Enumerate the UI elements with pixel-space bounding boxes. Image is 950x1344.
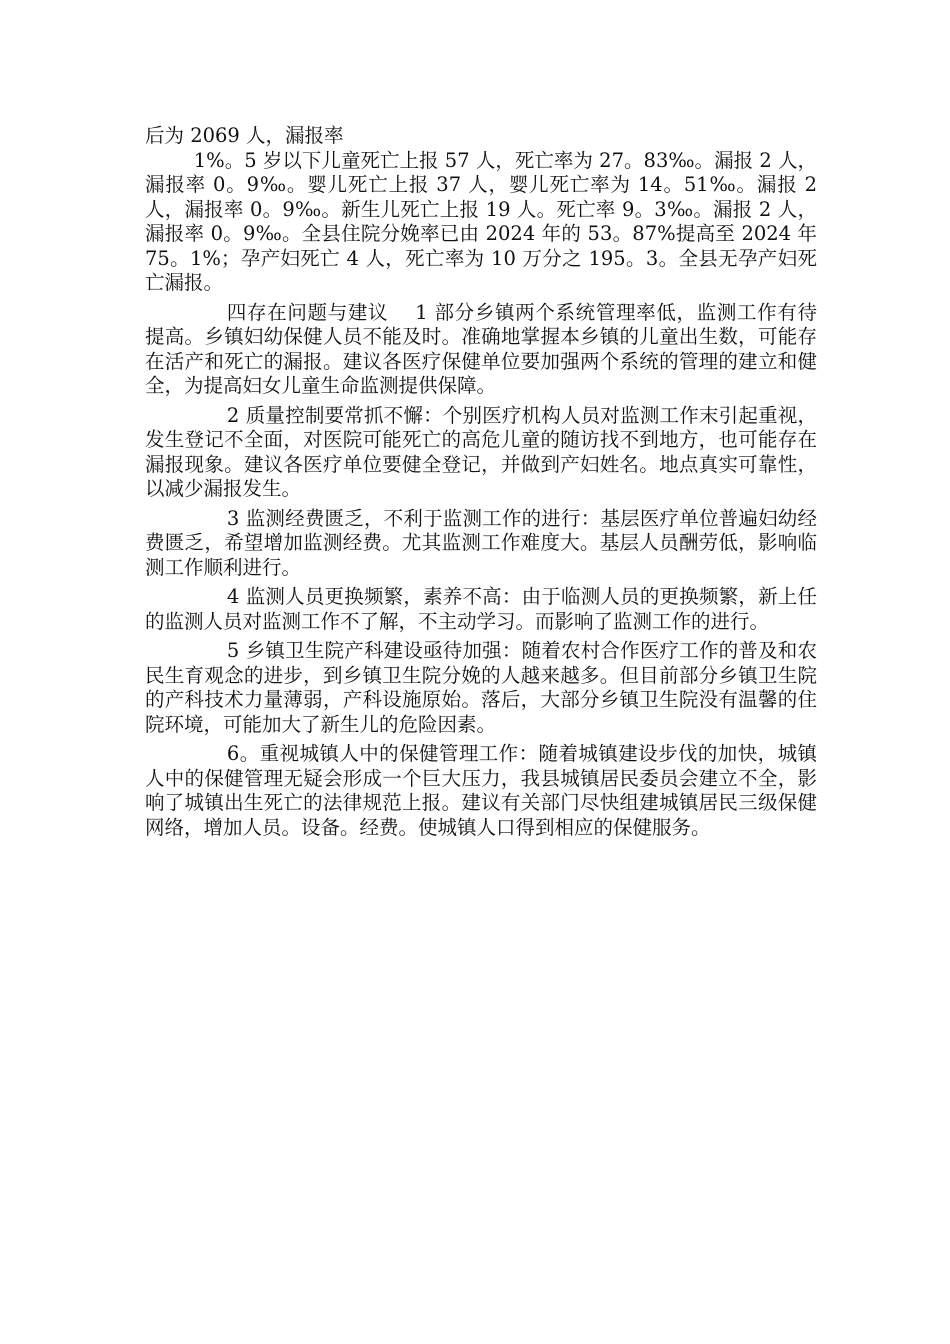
document-body xyxy=(145,124,817,840)
paragraph-continuation: 后为 2069 人，漏报率 xyxy=(145,124,344,147)
paragraph-problems-5: 5 乡镇卫生院产科建设亟待加强：随着农村合作医疗工作的普及和农民生育观念的进步，到乡镇卫生院分娩的人越来越多。但目前部分乡镇卫生院的产科技术力量薄弱，产科设施原始。落后，大部分乡镇卫生院没有温馨的住院环境，可能加大了新生儿的危险因素。 xyxy=(145,639,817,736)
paragraph-problems-6: 6。重视城镇人中的保健管理工作：随着城镇建设步伐的加快，城镇人中的保健管理无疑会形成一个巨大压力，我县城镇居民委员会建立不全，影响了城镇出生死亡的法律规范上报。建议有关部门尽快组建城镇居民三级保健网络，增加人员。设备。经费。使城镇人口得到相应的保健服务。 xyxy=(145,742,817,839)
paragraph-statistics: 1%。5 岁以下儿童死亡上报 57 人，死亡率为 27。83‰。漏报 2 人，漏报率 0。9‰。婴儿死亡上报 37 人，婴儿死亡率为 14。51‰。漏报 2 人，漏报率 0。9‰。新生儿死亡上报 19 人。死亡率 9。3‰。漏报 2 人，漏报率 0。9‰。全县住院分娩率已由 2024 年的 53。87%提高至 2024 年 75。1%；孕产妇死亡 4 人，死亡率为 10 万分之 195。3。全县无孕产妇死亡漏报。 xyxy=(145,148,817,294)
paragraph-problems-2: 2 质量控制要常抓不懈：个别医疗机构人员对监测工作末引起重视，发生登记不全面，对医院可能死亡的高危儿童的随访找不到地方，也可能存在漏报现象。建议各医疗单位要健全登记，并做到产妇姓名。地点真实可靠性，以减少漏报发生。 xyxy=(145,403,817,500)
paragraph-problems-1: 四存在问题与建议 1 部分乡镇两个系统管理率低，监测工作有待提高。乡镇妇幼保健人员不能及时。准确地掌握本乡镇的儿童出生数，可能存在活产和死亡的漏报。建议各医疗保健单位要加强两个系统的管理的建立和健全，为提高妇女儿童生命监测提供保障。 xyxy=(145,300,817,397)
paragraph-problems-3: 3 监测经费匮乏，不利于监测工作的进行：基层医疗单位普遍妇幼经费匮乏，希望增加监测经费。尤其监测工作难度大。基层人员酬劳低，影响临测工作顺利进行。 xyxy=(145,506,817,579)
paragraph-problems-4: 4 监测人员更换频繁，素养不高：由于临测人员的更换频繁，新上任的监测人员对监测工作不了解，不主动学习。而影响了监测工作的进行。 xyxy=(145,585,817,633)
